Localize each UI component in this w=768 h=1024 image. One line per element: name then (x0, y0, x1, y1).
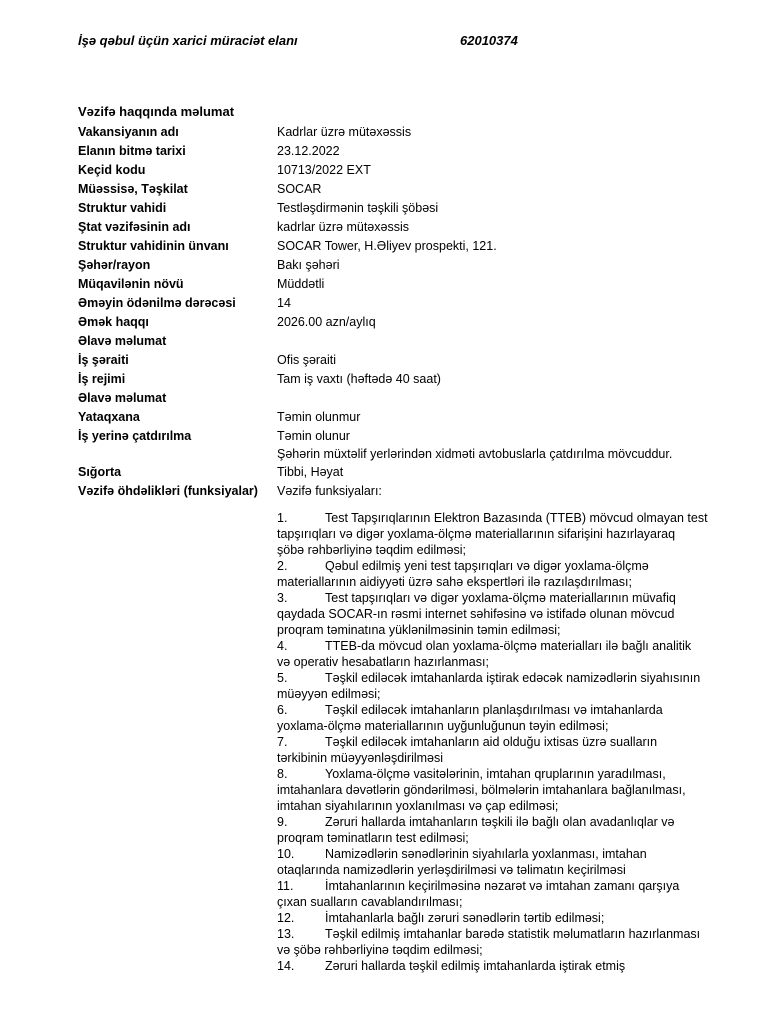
duty-number: 8. (277, 767, 288, 781)
row-label: Şəhər/rayon (78, 258, 151, 272)
duty-item (277, 846, 722, 878)
row-value: SOCAR Tower, H.Əliyev prospekti, 121. (277, 239, 497, 253)
document-title: İşə qəbul üçün xarici müraciət elanı (78, 33, 298, 48)
duty-text-continued: tapşırıqları və digər yoxlama-ölçmə materiallarının sifarişini hazırlayaraq (277, 527, 676, 541)
row-label: İş şəraiti (78, 353, 129, 367)
duty-item (277, 766, 722, 814)
duty-text: Zəruri hallarda imtahanların təşkili ilə bağlı olan avadanlıqlar və (325, 815, 675, 829)
row-value: 10713/2022 EXT (277, 163, 371, 177)
duties-list (277, 510, 722, 974)
row-label: Əlavə məlumat (78, 334, 167, 348)
row-label: Əməyin ödənilmə dərəcəsi (78, 296, 236, 310)
info-row (78, 199, 728, 218)
duty-text: Zəruri hallarda təşkil edilmiş imtahanlarda iştirak etmiş (325, 959, 626, 973)
info-row (78, 180, 728, 199)
duty-number: 4. (277, 639, 288, 653)
row-label: Əlavə məlumat (78, 391, 167, 405)
duty-number: 11. (277, 879, 294, 893)
row-value: Tibbi, Həyat (277, 465, 344, 479)
duty-text: İmtahanlarla bağlı zəruri sənədlərin tərtib edilməsi; (325, 911, 605, 925)
duty-text-continued: qaydada SOCAR-ın rəsmi internet səhifəsinə və istifadə olunan mövcud (277, 607, 675, 621)
row-label: Vakansiyanın adı (78, 125, 179, 139)
row-label: Ştat vəzifəsinin adı (78, 220, 191, 234)
duty-item (277, 958, 722, 974)
info-row (78, 351, 728, 370)
row-value: Kadrlar üzrə mütəxəssis (277, 125, 412, 139)
row-label: Sığorta (78, 465, 122, 479)
row-value-extra: Şəhərin müxtəlif yerlərindən xidməti avtobuslarla çatdırılma mövcuddur. (277, 447, 673, 461)
duty-text-continued: otaqlarında namizədlərin yerləşdirilməsi və təlimatın keçirilməsi (277, 863, 626, 877)
duty-text-continued: yoxlama-ölçmə materiallarının uyğunluğunun təyin edilməsi; (277, 719, 609, 733)
row-value: 14 (277, 296, 291, 310)
duty-text-continued: və operativ hesabatların hazırlanması; (277, 655, 489, 669)
duty-text: Qəbul edilmiş yeni test tapşırıqları və digər yoxlama-ölçmə (325, 559, 649, 573)
info-row (78, 427, 728, 463)
row-label: Müəssisə, Təşkilat (78, 182, 188, 196)
duty-item (277, 910, 722, 926)
row-value: Təmin olunmur (277, 410, 361, 424)
duty-item (277, 878, 722, 910)
row-value: Bakı şəhəri (277, 258, 340, 272)
document-number: 62010374 (460, 33, 518, 48)
row-label: Müqavilənin növü (78, 277, 184, 291)
duty-number: 13. (277, 927, 295, 941)
duty-text-continued: çıxan sualların cavablandırılması; (277, 895, 463, 909)
row-value: Testləşdirmənin təşkili şöbəsi (277, 201, 439, 215)
duty-number: 2. (277, 559, 288, 573)
info-row (78, 389, 728, 408)
row-value: 23.12.2022 (277, 144, 340, 158)
duty-number: 14. (277, 959, 295, 973)
duty-text: Namizədlərin sənədlərinin siyahılarla yoxlanması, imtahan (325, 847, 647, 861)
duty-item (277, 590, 722, 638)
duty-number: 3. (277, 591, 288, 605)
duty-number: 6. (277, 703, 288, 717)
duty-text-continued: proqram təminatların test edilməsi; (277, 831, 469, 845)
duty-text: TTEB-da mövcud olan yoxlama-ölçmə materialları ilə bağlı analitik (325, 639, 692, 653)
duty-text: Təşkil ediləcək imtahanlarda iştirak edəcək namizədlərin siyahısının (325, 671, 701, 685)
row-label: Struktur vahidi (78, 201, 167, 215)
duty-item (277, 670, 722, 702)
row-label: Yataqxana (78, 410, 140, 424)
row-value: SOCAR (277, 182, 322, 196)
duty-text-continued: müəyyən edilməsi; (277, 687, 381, 701)
row-label: Əmək haqqı (78, 315, 149, 329)
row-label: Keçid kodu (78, 163, 146, 177)
duty-item (277, 558, 722, 590)
duty-text-continued: proqram təminatına yüklənilməsinin təmin edilməsi; (277, 623, 561, 637)
duty-text: Təşkil ediləcək imtahanların planlaşdırılması və imtahanlarda (325, 703, 663, 717)
duty-item (277, 734, 722, 766)
duty-text-continued: imtahan siyahılarının yoxlanılması və çap edilməsi; (277, 799, 559, 813)
info-row (78, 294, 728, 313)
duty-text: İmtahanlarının keçirilməsinə nəzarət və imtahan zamanı qarşıya (325, 879, 680, 893)
duty-text: Təşkil edilmiş imtahanlar barədə statistik məlumatların hazırlanması (325, 927, 701, 941)
info-row (78, 313, 728, 332)
duty-text-continued: materiallarının aidiyyəti üzrə sahə ekspertləri ilə razılaşdırılması; (277, 575, 632, 589)
info-row (78, 256, 728, 275)
section-title: Vəzifə haqqında məlumat (78, 104, 235, 119)
duty-number: 12. (277, 911, 295, 925)
duty-text-continued: şöbə rəhbərliyinə təqdim edilməsi; (277, 543, 466, 557)
duty-number: 5. (277, 671, 288, 685)
info-row (78, 142, 728, 161)
duty-text-continued: tərkibinin müəyyənləşdirilməsi (277, 751, 444, 765)
duty-number: 9. (277, 815, 288, 829)
info-row (78, 161, 728, 180)
row-value: kadrlar üzrə mütəxəssis (277, 220, 409, 234)
info-row (78, 123, 728, 142)
info-row (78, 218, 728, 237)
row-label: Struktur vahidinin ünvanı (78, 239, 229, 253)
info-row (78, 332, 728, 351)
info-table (78, 123, 728, 501)
info-row (78, 370, 728, 389)
row-label: Elanın bitmə tarixi (78, 144, 186, 158)
duty-text-continued: imtahanlara dəvətlərin göndərilməsi, bölmələrin imtahanlara bağlanılması, (277, 783, 686, 797)
info-row (78, 408, 728, 427)
row-label: Vəzifə öhdəlikləri (funksiyalar) (78, 484, 258, 498)
duty-number: 7. (277, 735, 288, 749)
row-value: Vəzifə funksiyaları: (277, 484, 382, 498)
info-row (78, 275, 728, 294)
row-value: Təmin olunur (277, 429, 350, 443)
duty-item (277, 926, 722, 958)
info-row (78, 463, 728, 482)
duty-text: Yoxlama-ölçmə vasitələrinin, imtahan qruplarının yaradılması, (325, 767, 666, 781)
info-row (78, 482, 728, 501)
row-value: Ofis şəraiti (277, 353, 337, 367)
row-value: Tam iş vaxtı (həftədə 40 saat) (277, 372, 441, 386)
row-value: Müddətli (277, 277, 325, 291)
duty-number: 1. (277, 511, 288, 525)
row-label: İş yerinə çatdırılma (78, 429, 192, 443)
duty-text-continued: və şöbə rəhbərliyinə təqdim edilməsi; (277, 943, 483, 957)
duty-text: Təşkil ediləcək imtahanların aid olduğu ixtisas üzrə sualların (325, 735, 658, 749)
duty-item (277, 814, 722, 846)
info-row (78, 237, 728, 256)
row-label: İş rejimi (78, 372, 126, 386)
row-value: 2026.00 azn/aylıq (277, 315, 376, 329)
duty-number: 10. (277, 847, 295, 861)
duty-item (277, 638, 722, 670)
duty-item (277, 510, 722, 558)
duty-item (277, 702, 722, 734)
duty-text: Test tapşırıqları və digər yoxlama-ölçmə materiallarının müvafiq (325, 591, 676, 605)
duty-text: Test Tapşırıqlarının Elektron Bazasında (TTEB) mövcud olmayan test (325, 511, 708, 525)
